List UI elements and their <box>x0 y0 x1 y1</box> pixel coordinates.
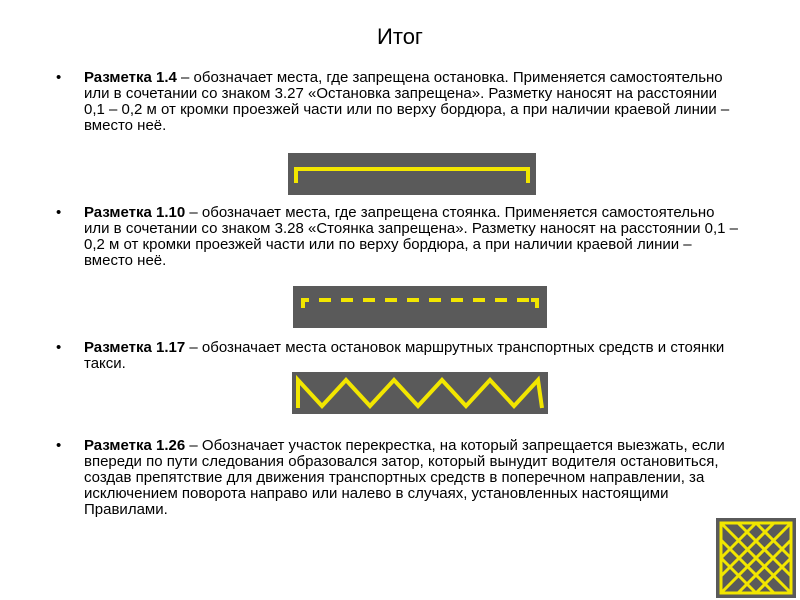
page-title: Итог <box>377 24 423 49</box>
term-label: Разметка 1.26 <box>84 437 186 454</box>
marking-1-26-image <box>716 518 796 598</box>
term-label: Разметка 1.4 <box>84 69 177 86</box>
list-item-marking-1-17 <box>56 339 740 372</box>
marking-1-10-image <box>293 286 547 328</box>
item-text: – обозначает места, где запрещена стоянка. Применяется самостоятельно или в сочетании со знаком 3.28 «Стоянка запрещена». Разметку наносят на расстоянии 0,1 – 0,2 м от кромки проезжей части или по верху бордюра, а при наличии краевой линии – вместо неё. <box>84 204 738 269</box>
item-text: – обозначает места, где запрещена остановка. Применяется самостоятельно или в сочетании со знаком 3.27 «Остановка запрещена». Разметку наносят на расстоянии 0,1 – 0,2 м от кромки проезжей части или по верху бордюра, а при наличии краевой линии – вместо неё. <box>84 69 730 134</box>
bullet: • <box>56 437 62 454</box>
bullet: • <box>56 204 62 221</box>
bullet: • <box>56 339 62 356</box>
term-label: Разметка 1.10 <box>84 204 186 221</box>
item-text: – обозначает места остановок маршрутных транспортных средств и стоянки такси. <box>84 339 725 372</box>
list-item-marking-1-10 <box>56 204 740 269</box>
list-item-marking-1-4 <box>56 69 740 134</box>
bullet: • <box>56 69 62 86</box>
list-item-marking-1-26 <box>56 437 740 518</box>
term-label: Разметка 1.17 <box>84 339 186 356</box>
marking-1-4-image <box>288 153 536 195</box>
marking-1-17-image <box>292 372 548 414</box>
item-text: – Обозначает участок перекрестка, на который запрещается выезжать, если впереди по пути следования образовался затор, который вынудит водителя остановиться, создав препятствие для движения транспортных средств в поперечном направлении, за исключением поворота направо или налево в случаях, установленных настоящими Правилами. <box>84 437 725 518</box>
